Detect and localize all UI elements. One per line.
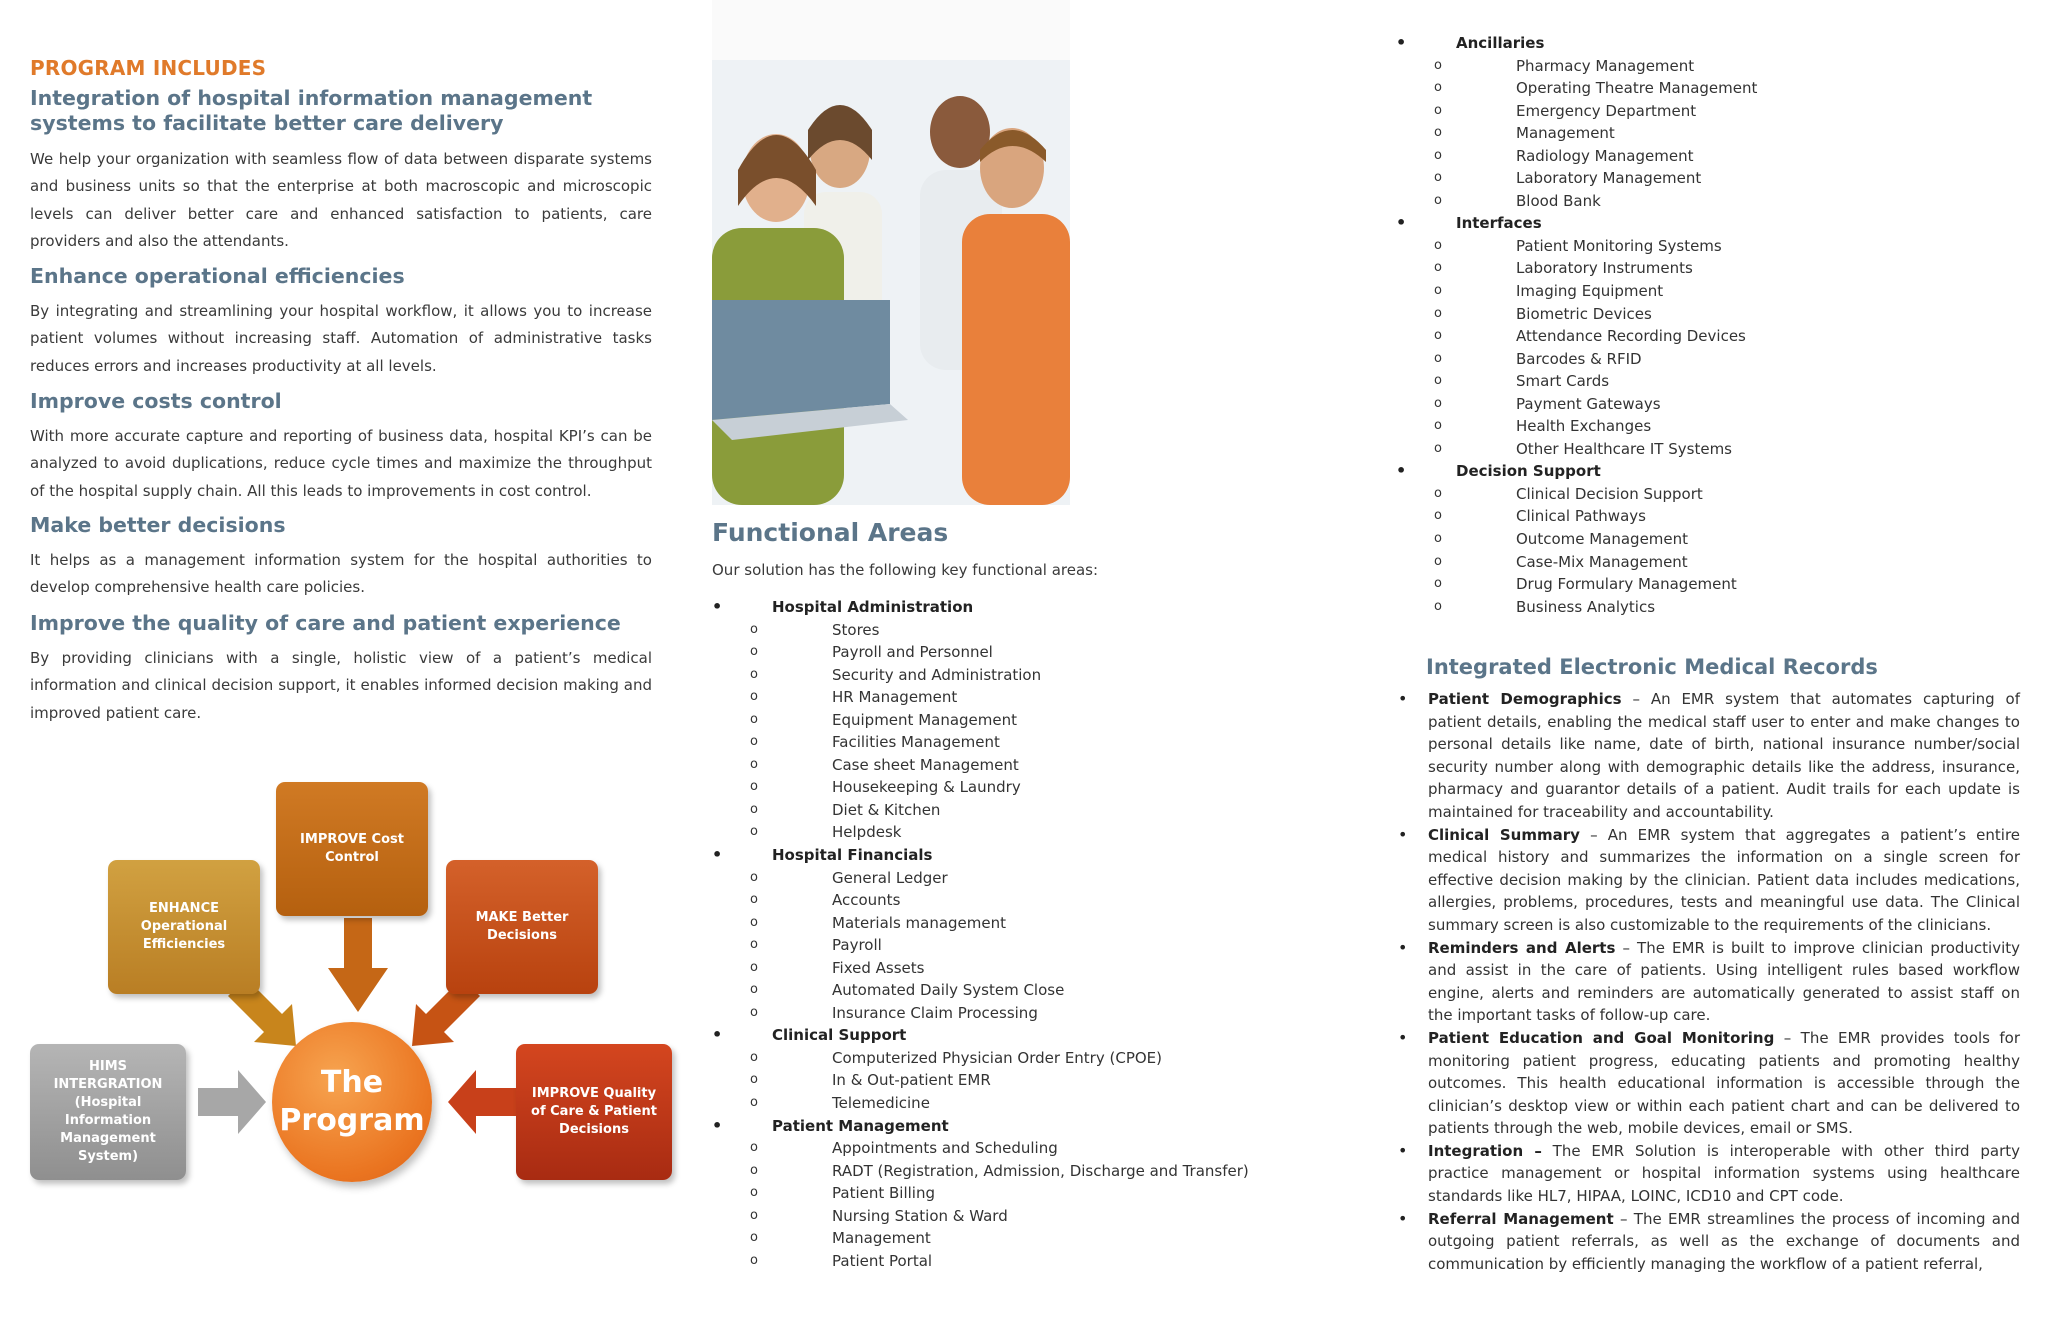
- list-item: o Helpdesk: [712, 821, 1332, 844]
- category-ancillaries: • Ancillaries: [1396, 32, 2020, 55]
- list-item: o Business Analytics: [1396, 596, 2020, 619]
- category-decision-support: • Decision Support: [1396, 460, 2020, 483]
- list-item: o Telemedicine: [712, 1092, 1332, 1115]
- list-item: o Automated Daily System Close: [712, 979, 1332, 1002]
- section-heading-quality: Improve the quality of care and patient experience: [30, 611, 621, 635]
- list-item: o Barcodes & RFID: [1396, 348, 2020, 371]
- list-item: o Stores: [712, 619, 1332, 642]
- category-patient-management: • Patient Management: [712, 1115, 1332, 1138]
- program-circle-line1: The: [320, 1065, 384, 1100]
- list-item: o General Ledger: [712, 867, 1332, 890]
- list-item: o Case sheet Management: [712, 754, 1332, 777]
- list-item: o Attendance Recording Devices: [1396, 325, 2020, 348]
- list-item: o RADT (Registration, Admission, Discharge and Transfer): [712, 1160, 1332, 1183]
- functional-areas-title: Functional Areas: [712, 518, 949, 547]
- emr-list: [1396, 688, 2020, 1275]
- list-item: o Case-Mix Management: [1396, 551, 2020, 574]
- program-diagram: [30, 768, 678, 1208]
- list-item: o Payroll: [712, 934, 1332, 957]
- emr-item-referral: • Referral Management – The EMR streamlines the process of incoming and outgoing patient referrals, as well as the exchange of documents and communication by efficiently managing the workflow of a patient referral,: [1396, 1208, 2020, 1276]
- quality-box: IMPROVE Quality of Care & Patient Decisions: [516, 1044, 672, 1180]
- list-item: o Emergency Department: [1396, 100, 2020, 123]
- list-item: o Computerized Physician Order Entry (CPOE): [712, 1047, 1332, 1070]
- list-item: o Payment Gateways: [1396, 393, 2020, 416]
- list-item: o Smart Cards: [1396, 370, 2020, 393]
- list-item: o Drug Formulary Management: [1396, 573, 2020, 596]
- section-body-operational: By integrating and streamlining your hospital workflow, it allows you to increase patient volumes without increasing staff. Automation of administrative tasks reduces errors and increases productivity at all levels.: [30, 302, 652, 375]
- list-item: o Patient Monitoring Systems: [1396, 235, 2020, 258]
- list-item: o Facilities Management: [712, 731, 1332, 754]
- list-item: o Clinical Pathways: [1396, 505, 2020, 528]
- functional-areas-list-continued: [1396, 32, 2020, 618]
- emr-title: Integrated Electronic Medical Records: [1426, 655, 1878, 679]
- list-item: o Nursing Station & Ward: [712, 1205, 1332, 1228]
- list-item: o HR Management: [712, 686, 1332, 709]
- list-item: o In & Out-patient EMR: [712, 1069, 1332, 1092]
- section-body-costs: With more accurate capture and reporting of business data, hospital KPI’s can be analyzed to avoid duplications, reduce cycle times and maximize the throughput of the hospital supply chain. All this leads to improvements in cost control.: [30, 427, 652, 500]
- functional-areas-intro: Our solution has the following key functional areas:: [712, 561, 1099, 579]
- section-heading-decisions: Make better decisions: [30, 513, 286, 537]
- section-heading-operational: Enhance operational efficiencies: [30, 264, 405, 288]
- list-item: o Equipment Management: [712, 709, 1332, 732]
- list-item: o Laboratory Management: [1396, 167, 2020, 190]
- list-item: o Other Healthcare IT Systems: [1396, 438, 2020, 461]
- list-item: o Housekeeping & Laundry: [712, 776, 1332, 799]
- arrow-right-icon: [198, 1070, 266, 1134]
- emr-item-demographics: • Patient Demographics – An EMR system that automates capturing of patient details, enabling the medical staff user to enter and make changes to personal details like name, date of birth, national insurance number/social security number along with demographic details like the address, insurance, pharmacy and guarantor details of a patient. Audit trails for each update is maintained for traceability and accountability.: [1396, 688, 2020, 824]
- main-heading: Integration of hospital information management systems to facilitate better care delivery: [30, 86, 593, 135]
- functional-areas-list: [712, 596, 1332, 1272]
- emr-item-clinical-summary: • Clinical Summary – An EMR system that aggregates a patient’s entire medical history and summarizes the information on a single screen for effective decision making by the clinician. Patient data includes medications, allergies, problems, procedures, tests and meaningful use data. The Clinical summary screen is also customizable to the requirements of the clinicians.: [1396, 824, 2020, 937]
- list-item: o Health Exchanges: [1396, 415, 2020, 438]
- list-item: o Outcome Management: [1396, 528, 2020, 551]
- list-item: o Patient Billing: [712, 1182, 1332, 1205]
- category-hospital-administration: • Hospital Administration: [712, 596, 1332, 619]
- list-item: o Management: [712, 1227, 1332, 1250]
- list-item: o Patient Portal: [712, 1250, 1332, 1273]
- list-item: o Radiology Management: [1396, 145, 2020, 168]
- list-item: o Insurance Claim Processing: [712, 1002, 1332, 1025]
- hims-box: HIMS INTERGRATION (Hospital Information Management System): [30, 1044, 186, 1180]
- category-interfaces: • Interfaces: [1396, 212, 2020, 235]
- list-item: o Payroll and Personnel: [712, 641, 1332, 664]
- category-clinical-support: • Clinical Support: [712, 1024, 1332, 1047]
- list-item: o Imaging Equipment: [1396, 280, 2020, 303]
- list-item: o Laboratory Instruments: [1396, 257, 2020, 280]
- list-item: o Materials management: [712, 912, 1332, 935]
- team-photo: [712, 0, 1070, 505]
- section-body-quality: By providing clinicians with a single, holistic view of a patient’s medical information and clinical decision support, it enables informed decision making and improved patient care.: [30, 649, 652, 722]
- list-item: o Diet & Kitchen: [712, 799, 1332, 822]
- list-item: o Security and Administration: [712, 664, 1332, 687]
- arrow-down-icon: [328, 918, 388, 1012]
- program-circle-line2: Program: [279, 1103, 425, 1138]
- operational-box: ENHANCE Operational Efficiencies: [108, 860, 260, 994]
- list-item: o Fixed Assets: [712, 957, 1332, 980]
- decisions-box: MAKE Better Decisions: [446, 860, 598, 994]
- list-item: o Management: [1396, 122, 2020, 145]
- intro-paragraph: We help your organization with seamless flow of data between disparate systems and business units so that the enterprise at both macroscopic and microscopic levels can deliver better care and enhanced satisfaction to patients, care providers and also the attendants.: [30, 150, 652, 250]
- category-hospital-financials: • Hospital Financials: [712, 844, 1332, 867]
- list-item: o Accounts: [712, 889, 1332, 912]
- list-item: o Blood Bank: [1396, 190, 2020, 213]
- arrow-left-icon: [448, 1070, 516, 1134]
- emr-item-patient-education: • Patient Education and Goal Monitoring – The EMR provides tools for monitoring patient progress, educating patients and promoting healthy outcomes. This health educational information is accessible through the clinician’s desktop view or within each patient chart and can be delivered to patients through the web, mobile devices, email or SMS.: [1396, 1027, 2020, 1140]
- emr-item-integration: • Integration – The EMR Solution is interoperable with other third party practice management or hospital information systems using healthcare standards like HL7, HIPAA, LOINC, ICD10 and CPT code.: [1396, 1140, 2020, 1208]
- cost-box: IMPROVE Cost Control: [276, 782, 428, 916]
- list-item: o Biometric Devices: [1396, 303, 2020, 326]
- emr-item-reminders: • Reminders and Alerts – The EMR is built to improve clinician productivity and assist in the care of patients. Using intelligent rules based workflow engine, alerts and reminders are automatically generated to assist staff on the important tasks of follow-up care.: [1396, 937, 2020, 1027]
- list-item: o Appointments and Scheduling: [712, 1137, 1332, 1160]
- program-circle: [272, 1022, 432, 1182]
- team-photo-illustration: [712, 0, 1070, 505]
- section-heading-costs: Improve costs control: [30, 389, 282, 413]
- program-includes-kicker: PROGRAM INCLUDES: [30, 56, 267, 80]
- section-body-decisions: It helps as a management information system for the hospital authorities to develop comprehensive health care policies.: [30, 551, 652, 597]
- list-item: o Clinical Decision Support: [1396, 483, 2020, 506]
- list-item: o Operating Theatre Management: [1396, 77, 2020, 100]
- list-item: o Pharmacy Management: [1396, 55, 2020, 78]
